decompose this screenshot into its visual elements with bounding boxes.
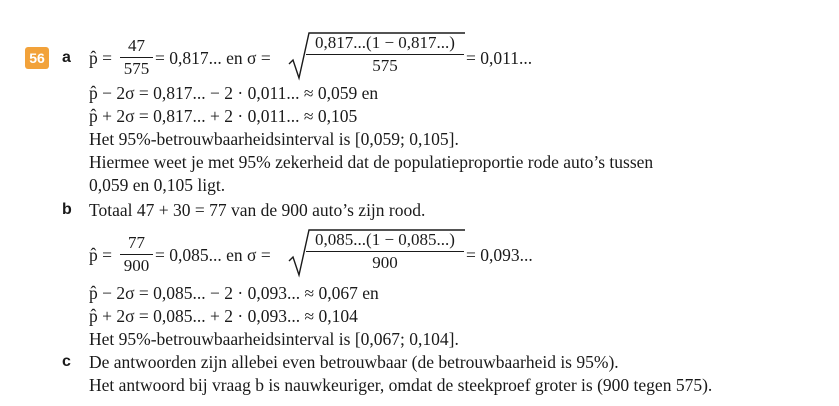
fraction-bar	[120, 254, 153, 255]
part-a-phat-numerator: 47	[128, 36, 145, 55]
part-b-phat-denominator: 900	[123, 256, 150, 275]
part-b-upper-bound: p̂ + 2σ = 0,085... + 2 · 0,093... ≈ 0,104	[89, 306, 358, 326]
part-b-sigma-fraction	[306, 230, 464, 273]
part-a-label: a	[62, 49, 71, 66]
part-c-label: c	[62, 353, 71, 370]
part-a-phat-lhs: p̂ =	[89, 48, 112, 68]
exercise-number-badge: 56	[25, 47, 49, 69]
part-b-phat-numerator: 77	[128, 233, 145, 252]
part-b-phat-lhs: p̂ =	[89, 245, 112, 265]
part-b-phat-value: = 0,085... en σ =	[155, 245, 271, 265]
part-b-label: b	[62, 201, 72, 218]
part-c-line-2: Het antwoord bij vraag b is nauwkeuriger, omdat de steekproef groter is (900 tegen 575).	[89, 375, 713, 395]
part-b-sigma-denominator: 900	[372, 253, 398, 272]
fraction-bar	[306, 251, 464, 252]
part-a-sigma-value: = 0,011...	[466, 48, 533, 68]
part-a-lower-bound: p̂ − 2σ = 0,817... − 2 · 0,011... ≈ 0,059 en	[89, 83, 379, 103]
part-b-interval: Het 95%-betrouwbaarheidsinterval is [0,067; 0,104].	[89, 329, 459, 349]
part-a-sigma-denominator: 575	[372, 56, 398, 75]
part-b-sigma-numerator: 0,085...(1 − 0,085...)	[315, 230, 455, 249]
part-c-line-1: De antwoorden zijn allebei even betrouwbaar (de betrouwbaarheid is 95%).	[89, 352, 619, 372]
part-a-phat-value: = 0,817... en σ =	[155, 48, 271, 68]
fraction-bar	[306, 54, 464, 55]
part-a-conclusion-line-1: Hiermee weet je met 95% zekerheid dat de populatieproportie rode auto’s tussen	[89, 152, 654, 172]
part-a-sigma-numerator: 0,817...(1 − 0,817...)	[315, 33, 455, 52]
part-b-intro: Totaal 47 + 30 = 77 van de 900 auto’s zijn rood.	[89, 200, 426, 220]
part-a-interval: Het 95%-betrouwbaarheidsinterval is [0,059; 0,105].	[89, 129, 459, 149]
part-a-sigma-fraction	[306, 33, 464, 76]
part-a-phat-fraction	[120, 36, 153, 79]
part-b-lower-bound: p̂ − 2σ = 0,085... − 2 · 0,093... ≈ 0,067 en	[89, 283, 379, 303]
part-a-phat-denominator: 575	[123, 59, 150, 78]
part-b-phat-fraction	[120, 233, 153, 276]
part-a-upper-bound: p̂ + 2σ = 0,817... + 2 · 0,011... ≈ 0,105	[89, 106, 358, 126]
fraction-bar	[120, 57, 153, 58]
part-b-sigma-value: = 0,093...	[466, 245, 533, 265]
part-a-conclusion-line-2: 0,059 en 0,105 ligt.	[89, 175, 226, 195]
